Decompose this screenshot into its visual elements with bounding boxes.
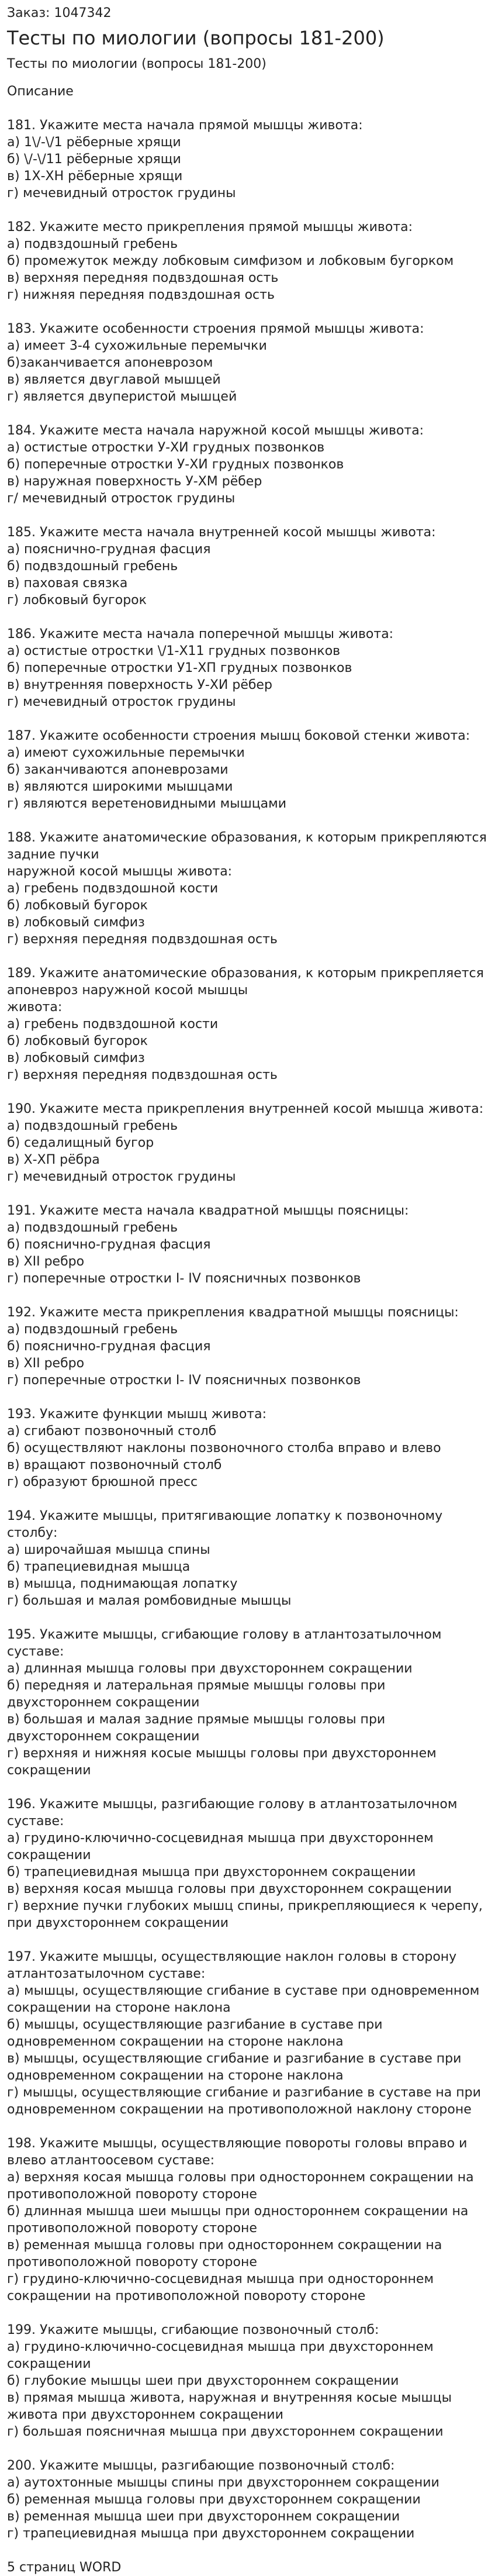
question-block [7, 320, 488, 405]
question-block [7, 2322, 488, 2440]
answer-option: а) подвздошный гребень [7, 1220, 178, 1235]
answer-option: б) подвздошный гребень [7, 559, 178, 574]
answer-option: в) верхняя передняя подвздошная ость [7, 271, 279, 285]
answer-option: в) 1Х-ХН рёберные хрящи [7, 169, 183, 184]
answer-option: г) являются веретеновидными мышцами [7, 796, 287, 811]
question-block [7, 1508, 488, 1609]
question-block [7, 1406, 488, 1491]
answer-option: б) пояснично-грудная фасция [7, 1237, 211, 1252]
question-block [7, 727, 488, 812]
answer-option: в) вращают позвоночный столб [7, 1458, 222, 1473]
page-title: Тесты по миологии (вопросы 181-200) [7, 27, 385, 49]
answer-option: г) является двуперистой мышцей [7, 389, 237, 404]
answer-option: г) верхняя передняя подвздошная ость [7, 1068, 278, 1082]
answer-option: а) грудино-ключично-сосцевидная мышца при двухстороннем сокращении [7, 2340, 434, 2371]
answer-option: г) лобковый бугорок [7, 593, 147, 608]
question-text: 199. Укажите мышцы, сгибающие позвоночный столб: [7, 2323, 379, 2337]
question-text: 181. Укажите места начала прямой мышцы живота: [7, 118, 363, 133]
answer-option: б) ременная мышца головы при двухстороннем сокращении [7, 2492, 421, 2507]
answer-option: в) мышцы, осуществляющие сгибание и разгибание в суставе при одновременном сокращении на стороне наклона [7, 2051, 462, 2083]
question-block [7, 422, 488, 507]
answer-option: б) поперечные отростки У-ХИ грудных позвонков [7, 457, 344, 472]
question-block [7, 2135, 488, 2305]
question-text: 198. Укажите мышцы, осуществляющие повороты головы вправо и влево атлантоосевом суставе: [7, 2136, 468, 2168]
answer-option: г) мечевидный отросток грудины [7, 186, 236, 201]
page-subtitle: Тесты по миологии (вопросы 181-200) [7, 57, 266, 71]
question-text: 188. Укажите анатомические образования, к которым прикрепляются задние пучки наружной косой мышцы живота: [7, 830, 487, 879]
answer-option: б) пояснично-грудная фасция [7, 1339, 211, 1354]
answer-option: а) грудино-ключично-сосцевидная мышца при двухстороннем сокращении [7, 1831, 434, 1863]
answer-option: а) имеют сухожильные перемычки [7, 746, 245, 760]
question-list [7, 117, 488, 2542]
answer-option: г) верхняя и нижняя косые мышцы головы при двухстороннем сокращении [7, 1746, 437, 1778]
answer-option: в) являются широкими мышцами [7, 780, 233, 794]
answer-option: а) сгибают позвоночный столб [7, 1424, 217, 1439]
answer-option: г) большая и малая ромбовидные мышцы [7, 1594, 292, 1608]
answer-option: в) ременная мышца шеи при двухстороннем сокращении [7, 2509, 400, 2524]
description-label: Описание [7, 84, 74, 99]
question-text: 187. Укажите особенности строения мышц боковой стенки живота: [7, 729, 470, 743]
answer-option: б)заканчивается апоневрозом [7, 356, 213, 370]
answer-option: г) большая поясничная мышца при двухстороннем сокращении [7, 2425, 444, 2439]
question-text: 186. Укажите места начала поперечной мышцы живота: [7, 627, 394, 642]
question-text: 193. Укажите функции мышц живота: [7, 1407, 266, 1422]
answer-option: г) мышцы, осуществляющие сгибание и разгибание в суставе на при одновременном сокращении на противоположной наклону стороне [7, 2085, 481, 2117]
answer-option: в) внутренняя поверхность У-ХИ рёбер [7, 678, 272, 692]
question-block [7, 1202, 488, 1287]
answer-option: в) ременная мышца головы при одностороннем сокращении на противоположной повороту стороне [7, 2238, 442, 2270]
answer-option: а) мышцы, осуществляющие сгибание в суставе при одновременном сокращении на стороне наклона [7, 1984, 480, 2015]
answer-option: г/ мечевидный отросток грудины [7, 491, 236, 506]
answer-option: в) верхняя косая мышца головы при двухстороннем сокращении [7, 1882, 452, 1896]
question-block [7, 2457, 488, 2542]
answer-option: в) лобковый симфиз [7, 915, 145, 930]
answer-option: а) имеет 3-4 сухожильные перемычки [7, 339, 267, 353]
answer-option: г) верхняя передняя подвздошная ость [7, 932, 278, 947]
answer-option: в) большая и малая задние прямые мышцы головы при двухстороннем сокращении [7, 1712, 386, 1744]
answer-option: б) осуществляют наклоны позвоночного столба вправо и влево [7, 1441, 441, 1456]
answer-option: б) промежуток между лобковым симфизом и лобковым бугорком [7, 254, 454, 268]
answer-option: б) поперечные отростки У1-ХП грудных позвонков [7, 661, 352, 675]
question-text: 185. Укажите места начала внутренней косой мышцы живота: [7, 525, 436, 540]
question-text: 190. Укажите места прикрепления внутренней косой мышца живота: [7, 1102, 484, 1116]
question-text: 183. Укажите особенности строения прямой мышцы живота: [7, 322, 424, 336]
question-block [7, 1101, 488, 1185]
answer-option: в) XII ребро [7, 1254, 85, 1269]
answer-option: а) гребень подвздошной кости [7, 881, 219, 896]
question-text: 192. Укажите места прикрепления квадратной мышцы поясницы: [7, 1305, 459, 1320]
question-text: 182. Укажите место прикрепления прямой мышцы живота: [7, 220, 413, 235]
question-block [7, 219, 488, 304]
answer-option: г) нижняя передняя подвздошная ость [7, 288, 275, 302]
question-text: 189. Укажите анатомические образования, к которым прикрепляется апоневроз наружной косой мышцы живота: [7, 966, 484, 1015]
answer-option: в) наружная поверхность У-ХМ рёбер [7, 474, 262, 489]
answer-option: б) трапециевидная мышца при двухстороннем сокращении [7, 1865, 416, 1880]
question-text: 194. Укажите мышцы, притягивающие лопатку к позвоночному столбу: [7, 1509, 443, 1540]
answer-option: г) поперечные отростки I- IV поясничных позвонков [7, 1271, 361, 1286]
answer-option: г) грудино-ключично-сосцевидная мышца при одностороннем сокращении на противоположной повороту стороне [7, 2272, 434, 2303]
answer-option: б) лобковый бугорок [7, 898, 148, 913]
answer-option: б) мышцы, осуществляющие разгибание в суставе при одновременном сокращении на стороне наклона [7, 2018, 383, 2049]
question-text: 196. Укажите мышцы, разгибающие голову в атлантозатылочном суставе: [7, 1797, 458, 1829]
answer-option: а) подвздошный гребень [7, 1119, 178, 1133]
answer-option: г) трапециевидная мышца при двухстороннем сокращении [7, 2526, 415, 2541]
answer-option: б) глубокие мышцы шеи при двухстороннем сокращении [7, 2374, 399, 2388]
answer-option: а) пояснично-грудная фасция [7, 542, 211, 557]
question-block [7, 524, 488, 609]
question-block [7, 1949, 488, 2118]
question-block [7, 965, 488, 1084]
answer-option: б) седалищный бугор [7, 1136, 154, 1150]
answer-option: в) мышца, поднимающая лопатку [7, 1577, 238, 1591]
answer-option: г) поперечные отростки I- IV поясничных позвонков [7, 1373, 361, 1388]
answer-option: б) лобковый бугорок [7, 1034, 148, 1049]
answer-option: г) мечевидный отросток грудины [7, 1170, 236, 1184]
answer-option: в) XII ребро [7, 1356, 85, 1371]
answer-option: а) подвздошный гребень [7, 237, 178, 251]
answer-option: б) передняя и латеральная прямые мышцы головы при двухстороннем сокращении [7, 1678, 386, 1710]
answer-option: в) прямая мышца живота, наружная и внутренняя косые мышцы живота при двухстороннем сокращении [7, 2391, 452, 2422]
page-count-footer: 5 страниц WORD [7, 2560, 122, 2575]
question-block [7, 829, 488, 948]
question-block [7, 1796, 488, 1932]
question-text: 195. Укажите мышцы, сгибающие голову в атлантозатылочном суставе: [7, 1627, 442, 1659]
question-block [7, 1304, 488, 1389]
question-block [7, 1626, 488, 1779]
order-number: Заказ: 1047342 [7, 6, 112, 20]
answer-option: г) образуют брюшной пресс [7, 1475, 198, 1489]
question-text: 197. Укажите мышцы, осуществляющие наклон головы в сторону атлантозатылочном суставе: [7, 1950, 457, 1981]
answer-option: б) заканчиваются апоневрозами [7, 763, 229, 777]
answer-option: б) длинная мышца шеи мышцы при одностороннем сокращении на противоположной повороту стороне [7, 2204, 469, 2236]
answer-option: в) является двуглавой мышцей [7, 373, 221, 387]
answer-option: а) широчайшая мышца спины [7, 1543, 210, 1557]
question-text: 200. Укажите мышцы, разгибающие позвоночный столб: [7, 2458, 395, 2473]
answer-option: а) аутохтонные мышцы спины при двухстороннем сокращении [7, 2475, 439, 2490]
answer-option: г) верхние пучки глубоких мышц спины, прикрепляющиеся к черепу, при двухстороннем сокращении [7, 1899, 483, 1930]
answer-option: б) \/-\/11 рёберные хрящи [7, 152, 181, 167]
answer-option: в) лобковый симфиз [7, 1051, 145, 1065]
answer-option: г) мечевидный отросток грудины [7, 695, 236, 709]
answer-option: а) гребень подвздошной кости [7, 1017, 219, 1032]
answer-option: а) подвздошный гребень [7, 1322, 178, 1337]
answer-option: а) остистые отростки \/1-Х11 грудных позвонков [7, 644, 341, 658]
question-block [7, 117, 488, 202]
answer-option: а) остистые отростки У-ХИ грудных позвонков [7, 440, 325, 455]
answer-option: а) верхняя косая мышца головы при одностороннем сокращении на противоположной повороту стороне [7, 2170, 474, 2202]
answer-option: в) Х-ХП рёбра [7, 1153, 100, 1167]
answer-option: а) 1\/-\/1 рёберные хрящи [7, 135, 181, 150]
question-block [7, 626, 488, 711]
question-text: 184. Укажите места начала наружной косой мышцы живота: [7, 423, 424, 438]
question-text: 191. Укажите места начала квадратной мышцы поясницы: [7, 1203, 409, 1218]
answer-option: а) длинная мышца головы при двухстороннем сокращении [7, 1661, 413, 1676]
answer-option: в) паховая связка [7, 576, 128, 591]
answer-option: б) трапециевидная мышца [7, 1560, 191, 1574]
